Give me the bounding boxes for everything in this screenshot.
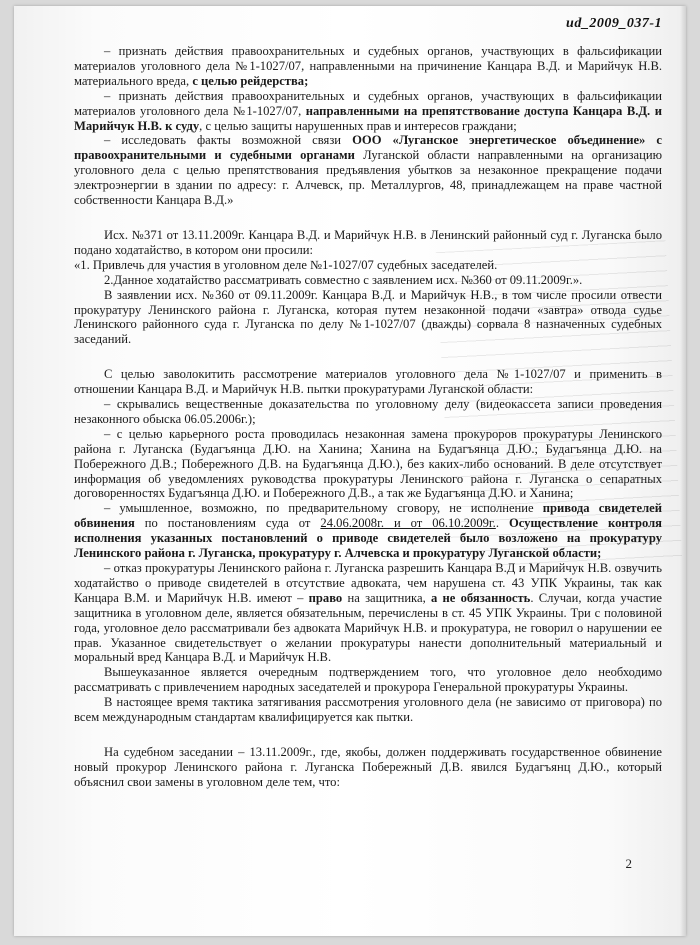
paragraph-6: 2.Данное ходатайство рассматривать совместно с заявлением исх. №360 от 09.11.2009г.». (104, 272, 583, 287)
page-edge-shadow (680, 6, 686, 936)
paragraph-14: В настоящее время тактика затягивания рассмотрения уголовного дела (не зависимо от приговора) по всем международным стандартам квалифицируется как пытки. (74, 695, 662, 725)
paragraph-8: С целью заволокитить рассмотрение материалов уголовного дела №1-1027/07 и применить в отношении Канцара В.Д. и Марийчук Н.В. пытки прокуратурами Луганской области: (74, 367, 662, 397)
paragraph-15: На судебном заседании – 13.11.2009г., где, якобы, должен поддерживать государственное обвинение новый прокурор Ленинского района г. Луганска Побережный Д.В. явился Будагъянц Д.Ю., который объяснил свои замены в уголовном деле тем, что: (74, 744, 662, 789)
paragraph-5: «1. Привлечь для участия в уголовном деле №1-1027/07 судебных заседателей. (74, 257, 498, 272)
paragraph-9: – скрывались вещественные доказательства по уголовному делу (видеокассета записи проведения незаконного обыска 06.05.2006г.); (74, 397, 662, 426)
paragraph-1: – признать действия правоохранительных и судебных органов, участвующих в фальсификации материалов уголовного дела №1-1027/07, направленными на причинение Канцара В.Д. и Марийчук Н.В. материального вреда, с целью рейдерства; (74, 44, 662, 88)
paragraph-11: – умышленное, возможно, по предварительному сговору, не исполнение привода свидетелей обвинения по постановлениям суда от 24.06.2008г. и от 06.10.2009г.. Осуществление контроля исполнения указанных постановлений о приводе свидетелей было возложено на прокуратуру Ленинского района г. Луганска, прокуратуру г. Алчевска и прокуратуру Луганской области; (74, 501, 662, 561)
paragraph-7: В заявлении исх. №360 от 09.11.2009г. Канцара В.Д. и Марийчук Н.В., в том числе просили отвести прокуратуру Ленинского района г. Луганска, которая путем незаконной подачи «завтра» отвода судье Ленинского районного суда г. Луганска по делу №1-1027/07 (дважды) сорвала 8 назначенных судебных заседаний. (74, 287, 662, 347)
paragraph-12: – отказ прокуратуры Ленинского района г. Луганска разрешить Канцара В.Д и Марийчук Н.В. озвучить ходатайство о приводе свидетелей в отсутствие адвоката, чем нарушена ст. 43 УПК Украины, так как Канцара В.М. и Марийчук Н.В. имеют – право на защитника, а не обязанность. Случаи, когда участие защитника в уголовном деле, является обязательным, перечислены в ст. 45 УПК Украины. Три с половиной года, уголовное дело рассматривали без адвоката Марийчук Н.В. и прокуратура, не говорил о нарушении ее прав. Указанное свидетельствует о желании прокуратуры нанести дополнительный материальный и моральный вред Канцара В.Д. и Марийчук Н.В. (74, 561, 663, 665)
paragraph-10: – с целью карьерного роста проводилась незаконная замена прокуроров прокуратуры Ленинского района г. Луганска (Будагъянца Д.Ю. на Ханина; Ханина на Будагъянца Д.Ю.; Будагъянца Д.Ю. на Побережного Д.В.; Побережного Д.В. на Будагъянца Д.Ю.), без каких-либо оснований. В деле отсутствует информация об уведомлениях руководства прокуратуры Ленинского района г. Луганска о сепаратных договоренностях Будагъянца Д.Ю. и Побережного Д.В., а так же Будагъянца Д.Ю. и Ханина; (74, 426, 662, 501)
document-page (14, 6, 686, 936)
document-id: ud_2009_037-1 (566, 16, 662, 31)
document-body (74, 44, 662, 790)
paragraph-2: – признать действия правоохранительных и судебных органов, участвующих в фальсификации материалов уголовного дела №1-1027/07, направленными на препятствование доступа Канцара В.Д. и Марийчук Н.В. к суду, с целью защиты нарушенных прав и интересов граждани; (74, 88, 662, 133)
paragraph-4: Исх. №371 от 13.11.2009г. Канцара В.Д. и Марийчук Н.В. в Ленинский районный суд г. Луганска было подано ходатайство, в котором они просили: (74, 227, 662, 257)
paragraph-13: Вышеуказанное является очередным подтверждением того, что уголовное дело необходимо рассматривать с привлечением народных заседателей и прокурора Генеральной прокуратуры Украины. (74, 665, 662, 695)
page-number: 2 (625, 856, 632, 871)
paragraph-3: – исследовать факты возможной связи ООО «Луганское энергетическое объединение» с правоохранительными и судебными органами Луганской области направленными на организацию уголовного дела с целью препятствования предъявления убытков за незаконное прекращение подачи электроэнергии в здании по адресу: г. Алчевск, пр. Металлургов, 48, принадлежащем на праве частной собственности Канцара В.Д.» (74, 133, 663, 208)
